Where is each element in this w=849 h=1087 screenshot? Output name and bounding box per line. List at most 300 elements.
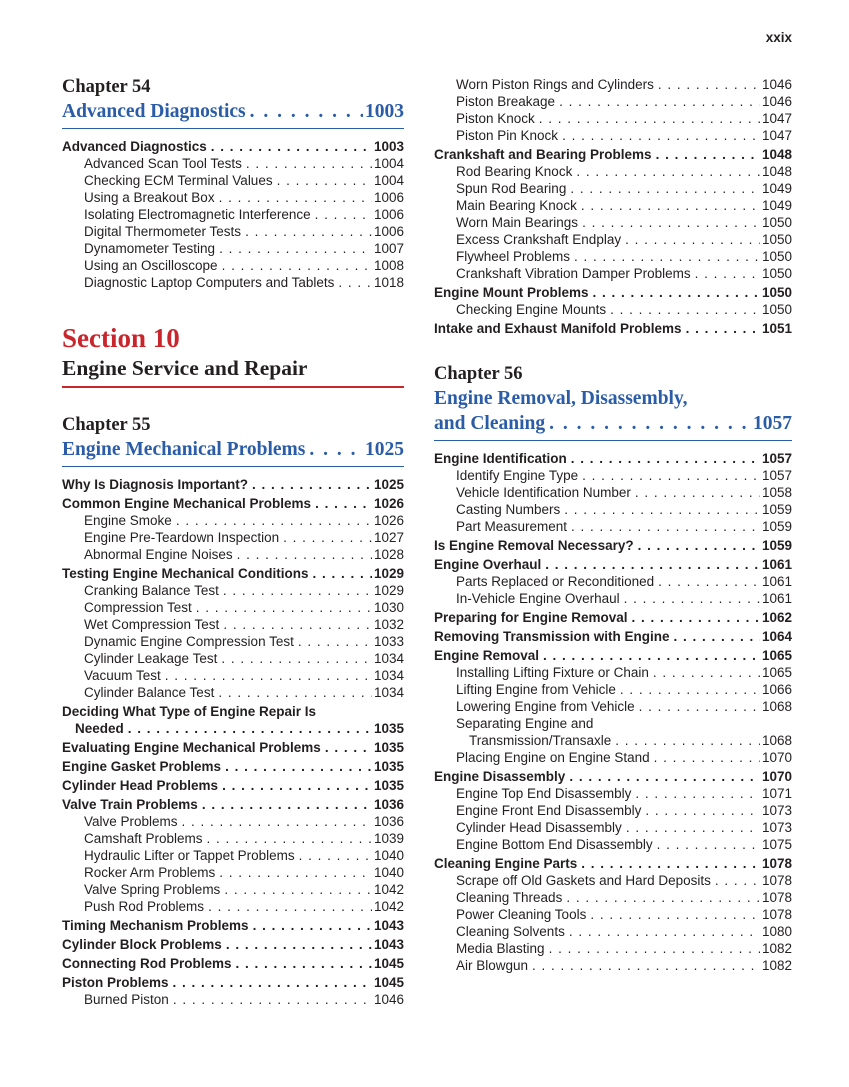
entry-label: Common Engine Mechanical Problems	[62, 496, 312, 511]
entry-label: Engine Mount Problems	[434, 285, 589, 300]
dot-leader	[549, 940, 760, 957]
entry-label: Cleaning Engine Parts	[434, 856, 578, 871]
dot-leader	[221, 650, 372, 667]
toc-entry-sub	[434, 163, 792, 180]
entry-page: 1050	[761, 249, 792, 264]
toc-entry-main	[62, 777, 404, 794]
dot-leader	[686, 320, 760, 337]
entry-label: Testing Engine Mechanical Conditions	[62, 566, 309, 581]
entry-page: 1034	[373, 685, 404, 700]
entry-page: 1048	[761, 147, 792, 162]
toc-entry-sub	[62, 599, 404, 616]
chapter-block	[434, 363, 792, 441]
toc-entry-sub	[62, 898, 404, 915]
toc-line	[62, 813, 404, 830]
dot-leader	[610, 301, 760, 318]
entry-page: 1059	[761, 519, 792, 534]
entry-label: Media Blasting	[456, 941, 545, 956]
toc-entry-sub	[62, 813, 404, 830]
dot-leader	[298, 633, 372, 650]
entry-page: 1059	[761, 502, 792, 517]
dot-leader	[325, 739, 372, 756]
entry-label: Power Cleaning Tools	[456, 907, 587, 922]
toc-entry-sub	[62, 864, 404, 881]
toc-entry-sub	[62, 847, 404, 864]
entry-page: 1008	[373, 258, 404, 273]
entry-page: 1078	[761, 856, 792, 871]
dot-leader	[635, 785, 760, 802]
entry-label: Dynamic Engine Compression Test	[84, 634, 294, 649]
toc-entry-sub	[434, 664, 792, 681]
entry-label: Piston Problems	[62, 975, 169, 990]
toc-line	[434, 715, 792, 732]
entry-label: Burned Piston	[84, 992, 169, 1007]
section-rule	[62, 386, 404, 388]
entry-page: 1049	[761, 181, 792, 196]
entry-label: Why Is Diagnosis Important?	[62, 477, 249, 492]
entry-page: 1068	[761, 733, 792, 748]
entry-label: Scrape off Old Gaskets and Hard Deposits	[456, 873, 711, 888]
entry-page: 1057	[761, 451, 792, 466]
toc-entry-sub	[434, 785, 792, 802]
toc-line	[62, 777, 404, 794]
toc-entry-sub	[434, 923, 792, 940]
toc-entry-main	[62, 796, 404, 813]
entry-page: 1026	[373, 496, 404, 511]
dot-leader	[309, 437, 363, 462]
entry-page: 1065	[761, 665, 792, 680]
entry-label: Engine Smoke	[84, 513, 172, 528]
toc-line	[62, 155, 404, 172]
entry-page: 1058	[761, 485, 792, 500]
dot-leader	[571, 518, 760, 535]
entry-page: 1068	[761, 699, 792, 714]
toc-line	[434, 518, 792, 535]
toc-entry-sub	[434, 836, 792, 853]
entry-page: 1071	[761, 786, 792, 801]
entry-label: Engine Overhaul	[434, 557, 542, 572]
entry-page: 1025	[365, 439, 404, 460]
dot-leader	[656, 146, 760, 163]
toc-entry-main	[62, 936, 404, 953]
dot-leader	[620, 681, 760, 698]
dot-leader	[624, 590, 760, 607]
toc-entry-sub	[62, 189, 404, 206]
toc-line	[62, 437, 404, 462]
chapter-rule	[62, 128, 404, 129]
toc-line	[434, 556, 792, 573]
toc-line	[62, 991, 404, 1008]
dot-leader	[639, 698, 760, 715]
dot-leader	[570, 180, 760, 197]
entry-page: 1061	[761, 591, 792, 606]
entry-page: 1026	[373, 513, 404, 528]
dot-leader	[245, 223, 372, 240]
toc-entry-sub	[434, 889, 792, 906]
toc-entry-main	[62, 758, 404, 775]
entry-page: 1075	[761, 837, 792, 852]
toc-line	[434, 411, 792, 436]
dot-leader	[581, 197, 760, 214]
chapter-block	[62, 414, 404, 467]
dot-leader	[562, 127, 760, 144]
entry-label: Needed	[75, 721, 124, 736]
entry-label: Cylinder Head Problems	[62, 778, 219, 793]
toc-line	[434, 889, 792, 906]
toc-entry-sub	[434, 872, 792, 889]
entry-page: 1006	[373, 190, 404, 205]
entry-page: 1070	[761, 769, 792, 784]
toc-line	[434, 163, 792, 180]
entry-page: 1066	[761, 682, 792, 697]
toc-line	[62, 189, 404, 206]
toc-entry-main	[434, 146, 792, 163]
toc-entry-sub	[62, 633, 404, 650]
dot-leader	[128, 720, 372, 737]
dot-leader	[315, 206, 372, 223]
toc-entry-sub	[434, 197, 792, 214]
entry-label: Cleaning Solvents	[456, 924, 565, 939]
toc-line	[434, 906, 792, 923]
toc-line	[62, 758, 404, 775]
toc-line	[62, 223, 404, 240]
entry-label: Digital Thermometer Tests	[84, 224, 242, 239]
entry-label: Crankshaft and Bearing Problems	[434, 147, 652, 162]
entry-page: 1050	[761, 215, 792, 230]
section-title: Engine Service and Repair	[62, 356, 308, 380]
toc-line	[434, 93, 792, 110]
dot-leader	[582, 467, 760, 484]
toc-line	[62, 546, 404, 563]
toc-entry-sub	[434, 802, 792, 819]
entry-page: 1003	[365, 101, 404, 122]
dot-leader	[252, 476, 372, 493]
toc-line	[434, 732, 792, 749]
entry-label: Separating Engine and	[456, 716, 594, 731]
entry-page: 1057	[761, 468, 792, 483]
toc-line	[434, 484, 792, 501]
toc-line	[434, 940, 792, 957]
toc-line	[62, 512, 404, 529]
toc-line	[434, 197, 792, 214]
dot-leader	[253, 917, 372, 934]
entry-page: 1043	[373, 918, 404, 933]
dot-leader	[250, 99, 363, 124]
entry-label: Main Bearing Knock	[456, 198, 577, 213]
toc-entry-main	[434, 609, 792, 626]
dot-leader	[219, 240, 372, 257]
entry-page: 1033	[373, 634, 404, 649]
toc-line	[434, 301, 792, 318]
entry-page: 1027	[373, 530, 404, 545]
toc-line	[434, 320, 792, 337]
entry-page: 1006	[373, 207, 404, 222]
entry-label: Advanced Scan Tool Tests	[84, 156, 242, 171]
toc-line	[62, 206, 404, 223]
entry-label: Spun Rod Bearing	[456, 181, 567, 196]
dot-leader	[313, 565, 372, 582]
toc-line	[62, 240, 404, 257]
entry-page: 1006	[373, 224, 404, 239]
toc-entry-main	[62, 974, 404, 991]
dot-leader	[236, 955, 372, 972]
toc-entry-main	[62, 917, 404, 934]
entry-label: Cylinder Balance Test	[84, 685, 215, 700]
toc-entry-sub	[434, 906, 792, 923]
toc-entry-main	[434, 537, 792, 554]
toc-line	[62, 864, 404, 881]
chapter-title	[62, 437, 404, 462]
dot-leader	[657, 836, 760, 853]
entry-page: 1003	[373, 139, 404, 154]
dot-leader	[173, 974, 372, 991]
entry-page: 1061	[761, 557, 792, 572]
dot-leader	[176, 512, 372, 529]
toc-entry-main	[62, 955, 404, 972]
dot-leader	[223, 582, 372, 599]
dot-leader	[165, 667, 372, 684]
toc-line	[62, 684, 404, 701]
chapter-rule	[62, 466, 404, 467]
toc-line	[62, 650, 404, 667]
toc-entry-main	[434, 855, 792, 872]
entry-label: Identify Engine Type	[456, 468, 579, 483]
right-column	[434, 76, 792, 974]
dot-leader	[283, 529, 372, 546]
entry-label: Cleaning Threads	[456, 890, 563, 905]
dot-leader	[208, 898, 372, 915]
toc-entry-sub	[434, 957, 792, 974]
dot-leader	[674, 628, 760, 645]
toc-line	[62, 720, 404, 737]
entry-page: 1070	[761, 750, 792, 765]
toc-entry-main	[434, 320, 792, 337]
entry-label: Engine Front End Disassembly	[456, 803, 642, 818]
toc-entry-sub	[62, 274, 404, 291]
dot-leader	[569, 923, 760, 940]
toc-entry-sub	[62, 881, 404, 898]
entry-page: 1046	[373, 992, 404, 1007]
toc-entry-sub	[434, 749, 792, 766]
entry-label: Engine Pre-Teardown Inspection	[84, 530, 280, 545]
entry-label: Using a Breakout Box	[84, 190, 215, 205]
toc-entry-sub	[62, 667, 404, 684]
toc-entry-sub	[434, 590, 792, 607]
dot-leader	[569, 768, 760, 785]
dot-leader	[543, 647, 760, 664]
toc-line	[434, 127, 792, 144]
toc-line	[62, 616, 404, 633]
entry-label: Engine Removal	[434, 648, 540, 663]
entry-page: 1035	[373, 759, 404, 774]
entry-page: 1073	[761, 820, 792, 835]
entry-label: Placing Engine on Engine Stand	[456, 750, 650, 765]
dot-leader	[559, 93, 760, 110]
toc-entry-main	[62, 495, 404, 512]
entry-label: Cylinder Head Disassembly	[456, 820, 622, 835]
toc-entry-main	[434, 647, 792, 664]
entry-label: Abnormal Engine Noises	[84, 547, 233, 562]
dot-leader	[615, 732, 760, 749]
toc-line	[434, 681, 792, 698]
entry-label: Installing Lifting Fixture or Chain	[456, 665, 649, 680]
toc-entry-sub	[434, 467, 792, 484]
toc-line	[62, 172, 404, 189]
entry-label: Intake and Exhaust Manifold Problems	[434, 321, 682, 336]
toc-line	[434, 180, 792, 197]
dot-leader	[564, 501, 760, 518]
entry-page: 1004	[373, 173, 404, 188]
chapter-block	[62, 76, 404, 129]
dot-leader	[566, 889, 760, 906]
toc-line	[62, 476, 404, 493]
toc-entry-main	[434, 628, 792, 645]
toc-line	[434, 698, 792, 715]
entry-page: 1007	[373, 241, 404, 256]
entry-page: 1032	[373, 617, 404, 632]
toc-line	[434, 923, 792, 940]
toc-line	[434, 265, 792, 282]
dot-leader	[549, 411, 751, 436]
entry-label: Engine Gasket Problems	[62, 759, 222, 774]
entry-label: Vehicle Identification Number	[456, 485, 631, 500]
dot-leader	[202, 796, 372, 813]
toc-line	[434, 819, 792, 836]
dot-leader	[211, 138, 372, 155]
toc-entry-sub	[434, 501, 792, 518]
entry-page: 1030	[373, 600, 404, 615]
toc-entry-sub	[434, 180, 792, 197]
entry-label: Excess Crankshaft Endplay	[456, 232, 622, 247]
dot-leader	[219, 189, 372, 206]
entry-page: 1078	[761, 873, 792, 888]
toc-line	[62, 881, 404, 898]
toc-line	[62, 955, 404, 972]
toc-line	[434, 836, 792, 853]
entry-page: 1025	[373, 477, 404, 492]
toc-entry-sub	[62, 830, 404, 847]
entry-label: Piston Knock	[456, 111, 535, 126]
toc-line	[62, 739, 404, 756]
entry-label: Cranking Balance Test	[84, 583, 219, 598]
toc-line	[62, 898, 404, 915]
entry-label: Flywheel Problems	[456, 249, 571, 264]
toc-entry-sub	[434, 127, 792, 144]
toc-line	[434, 537, 792, 554]
toc-line	[434, 957, 792, 974]
toc-entry-sub	[62, 991, 404, 1008]
entry-label: Dynamometer Testing	[84, 241, 216, 256]
entry-page: 1082	[761, 941, 792, 956]
toc-line	[434, 785, 792, 802]
entry-label: Vacuum Test	[84, 668, 161, 683]
toc-entry-sub	[434, 265, 792, 282]
toc-line	[62, 495, 404, 512]
toc-line	[434, 76, 792, 93]
dot-leader	[545, 556, 760, 573]
chapter-title	[62, 99, 404, 124]
toc-line	[434, 110, 792, 127]
entry-page: 1034	[373, 651, 404, 666]
entry-label: and Cleaning	[434, 413, 546, 434]
chapter-label: Chapter 54	[62, 77, 151, 97]
toc-line	[62, 582, 404, 599]
toc-entry-sub	[62, 512, 404, 529]
entry-label: Removing Transmission with Engine	[434, 629, 670, 644]
toc-line	[434, 749, 792, 766]
entry-label: Hydraulic Lifter or Tappet Problems	[84, 848, 295, 863]
entry-label: Valve Train Problems	[62, 797, 198, 812]
toc-line	[62, 633, 404, 650]
entry-label: Transmission/Transaxle	[469, 733, 612, 748]
entry-page: 1049	[761, 198, 792, 213]
toc-entry-sub	[434, 248, 792, 265]
dot-leader	[635, 484, 760, 501]
entry-page: 1028	[373, 547, 404, 562]
entry-page: 1059	[761, 538, 792, 553]
toc-entry-sub	[434, 110, 792, 127]
dot-leader	[173, 991, 372, 1008]
entry-label: Engine Removal, Disassembly,	[434, 388, 688, 409]
dot-leader	[223, 616, 372, 633]
dot-leader	[218, 684, 372, 701]
entry-label: Cylinder Block Problems	[62, 937, 222, 952]
toc-entry-sub	[434, 698, 792, 715]
dot-leader	[638, 537, 760, 554]
entry-page: 1040	[373, 865, 404, 880]
dot-leader	[653, 664, 760, 681]
entry-label: Is Engine Removal Necessary?	[434, 538, 634, 553]
toc-line	[434, 855, 792, 872]
toc-entry-sub	[434, 76, 792, 93]
entry-label: Preparing for Engine Removal	[434, 610, 628, 625]
entry-label: Air Blowgun	[456, 958, 529, 973]
toc-entry-main	[62, 565, 404, 582]
entry-page: 1029	[373, 566, 404, 581]
entry-label: Camshaft Problems	[84, 831, 203, 846]
toc-entry-sub	[62, 155, 404, 172]
toc-line	[62, 936, 404, 953]
toc-entry-main	[62, 138, 404, 155]
entry-page: 1035	[373, 740, 404, 755]
toc-line	[434, 386, 792, 411]
dot-leader	[315, 495, 372, 512]
entry-label: Crankshaft Vibration Damper Problems	[456, 266, 691, 281]
dot-leader	[626, 819, 760, 836]
toc-line	[62, 974, 404, 991]
entry-label: Engine Disassembly	[434, 769, 566, 784]
entry-page: 1047	[761, 128, 792, 143]
toc-entry-sub	[434, 231, 792, 248]
entry-label: Advanced Diagnostics	[62, 139, 207, 154]
left-column	[62, 76, 404, 1008]
entry-page: 1039	[373, 831, 404, 846]
entry-page: 1057	[753, 413, 792, 434]
entry-label: Valve Spring Problems	[84, 882, 221, 897]
entry-label: Piston Pin Knock	[456, 128, 559, 143]
dot-leader	[182, 813, 372, 830]
entry-label: Using an Oscilloscope	[84, 258, 218, 273]
chapter-label: Chapter 55	[62, 415, 151, 435]
entry-label: Diagnostic Laptop Computers and Tablets	[84, 275, 335, 290]
toc-line	[434, 146, 792, 163]
entry-page: 1050	[761, 232, 792, 247]
dot-leader	[658, 573, 760, 590]
entry-page: 1073	[761, 803, 792, 818]
toc-entry-sub	[62, 529, 404, 546]
toc-entry-sub	[434, 715, 792, 749]
entry-page: 1036	[373, 797, 404, 812]
